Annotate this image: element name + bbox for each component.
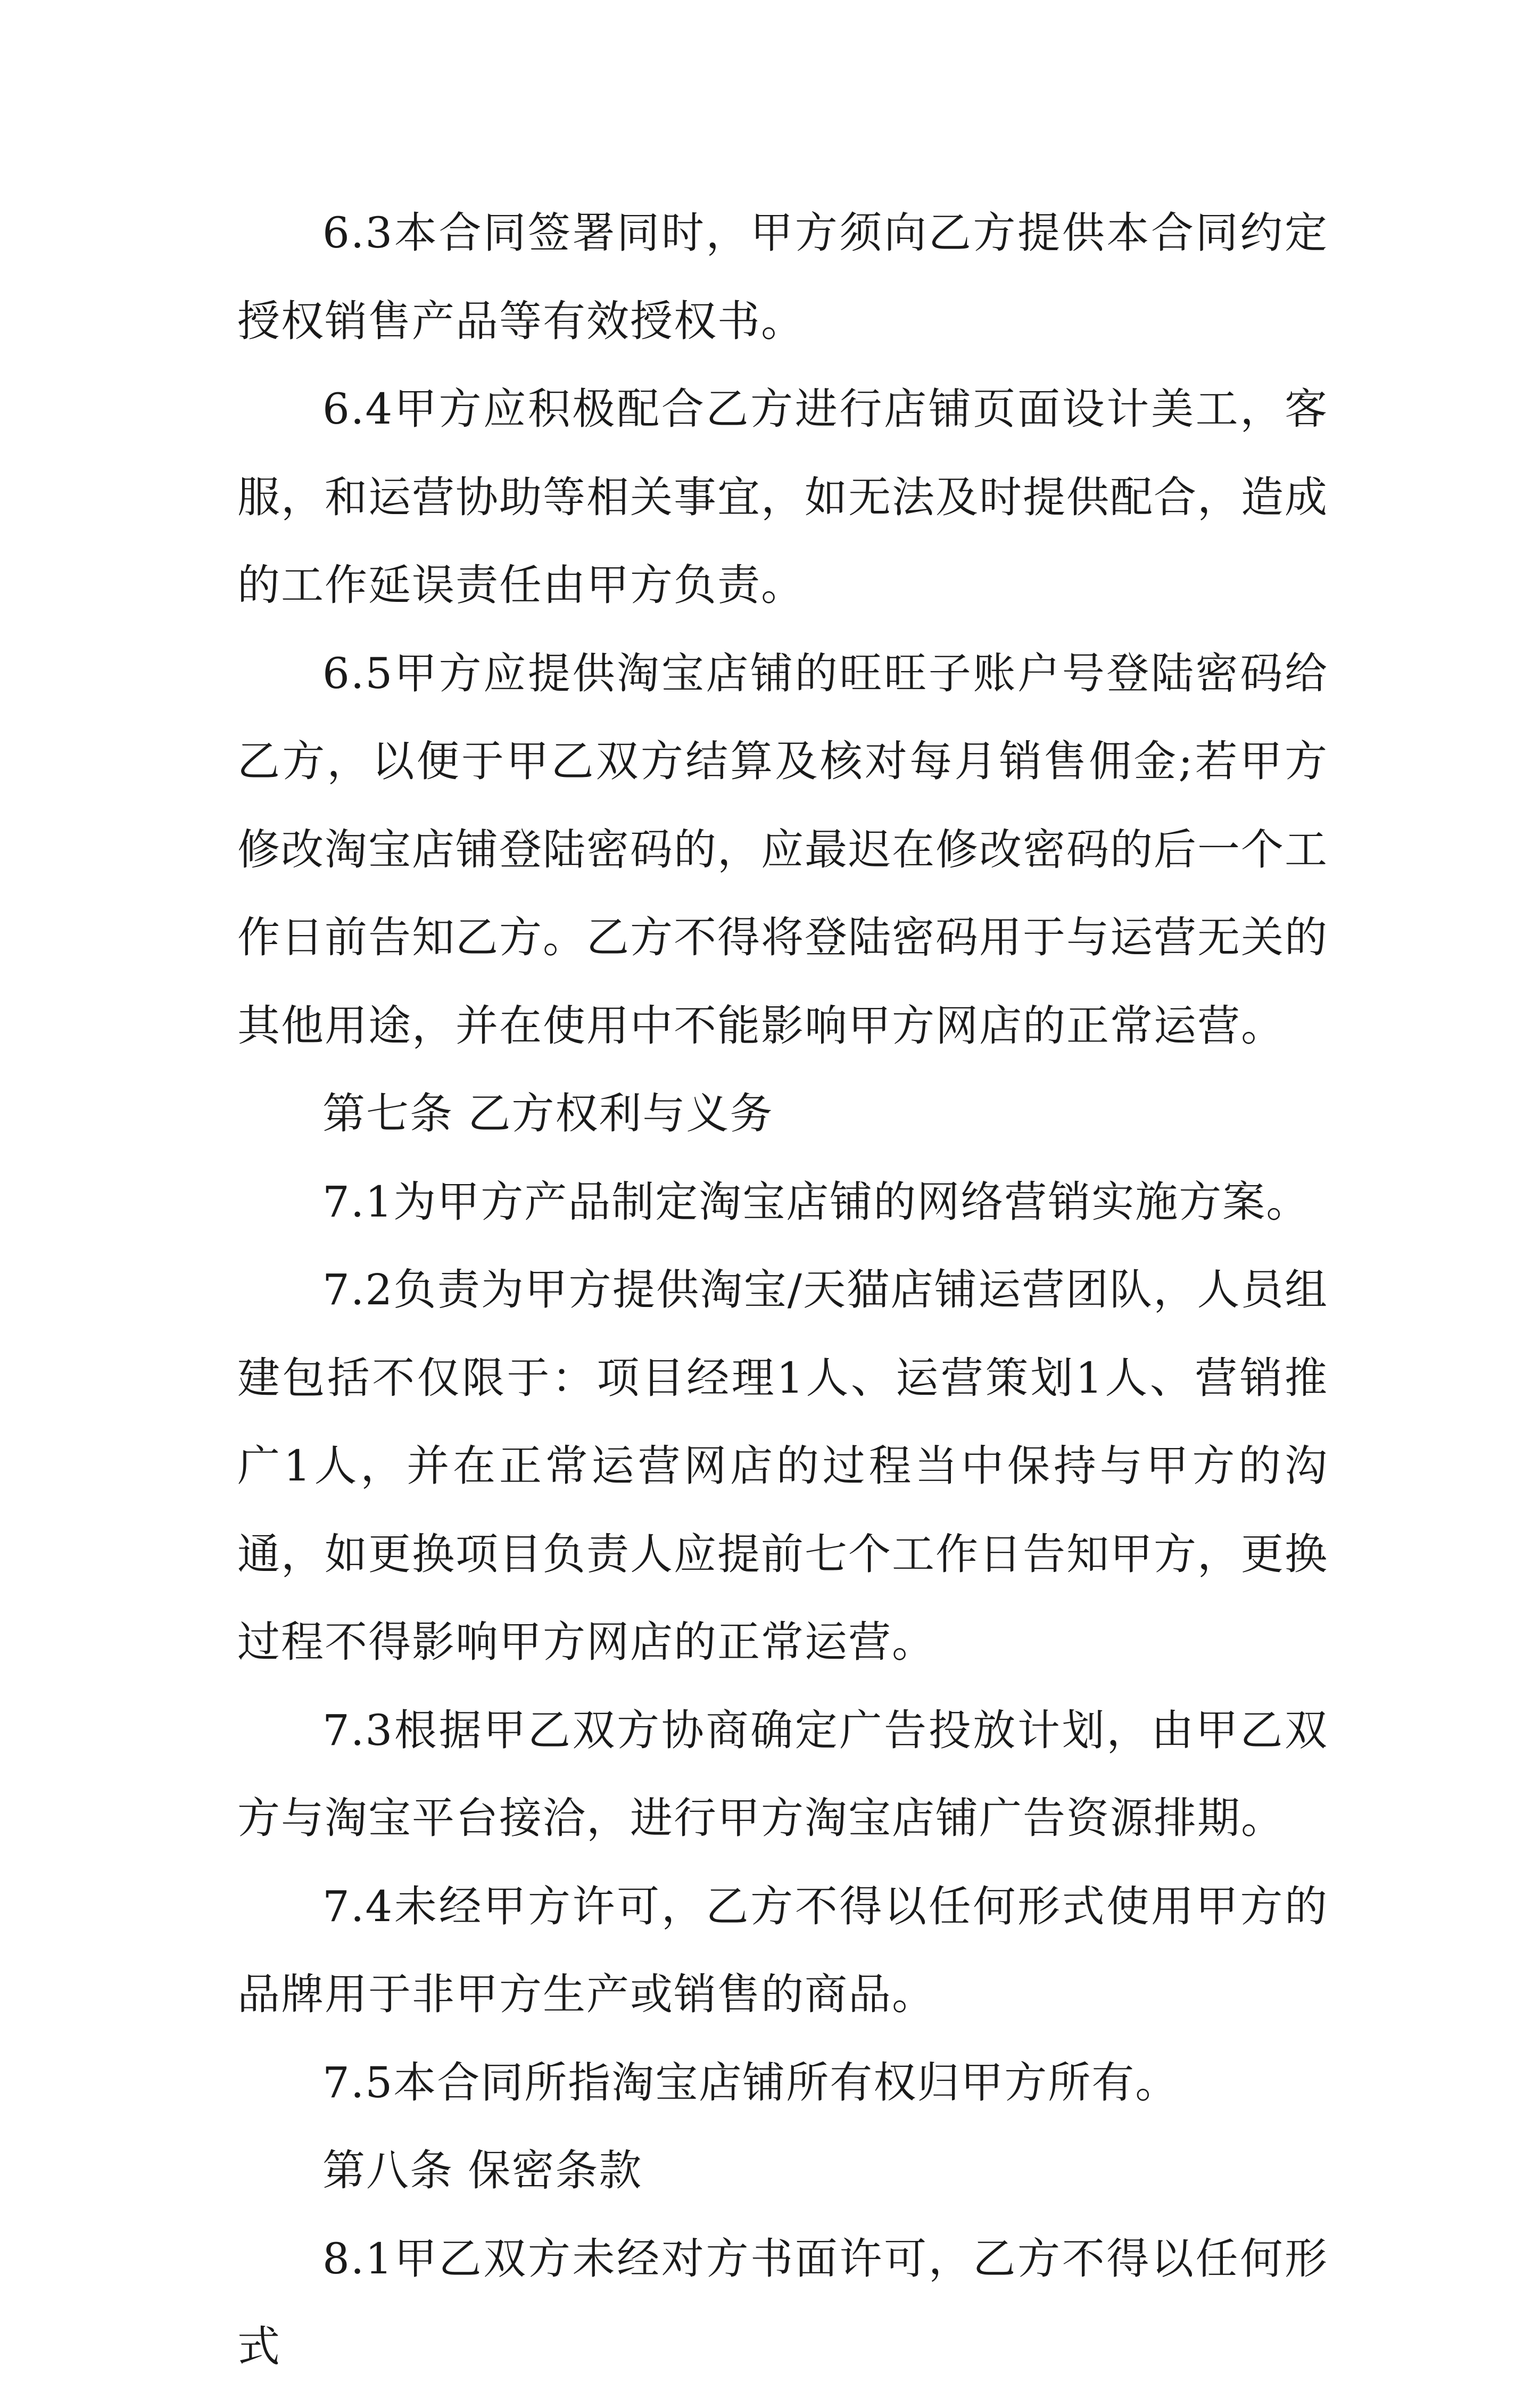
- document-body: [237, 189, 1328, 2391]
- clause-8-1: 8.1甲乙双方未经对方书面许可，乙方不得以任何形式: [237, 2233, 1328, 2371]
- clause-7-5: 7.5本合同所指淘宝店铺所有权归甲方所有。: [322, 2057, 1179, 2107]
- clause-6-4: 6.4甲方应积极配合乙方进行店铺页面设计美工，客服，和运营协助等相关事宜，如无法及时提供配合，造成的工作延误责任由甲方负责。: [237, 384, 1328, 610]
- clause-7-1: 7.1为甲方产品制定淘宝店铺的网络营销实施方案。: [322, 1177, 1310, 1227]
- clause-6-3: 6.3本合同签署同时，甲方须向乙方提供本合同约定授权销售产品等有效授权书。: [237, 208, 1328, 346]
- article-8-heading: 第八条 保密条款: [322, 2146, 643, 2195]
- article-7-heading: 第七条 乙方权利与义务: [322, 1089, 774, 1138]
- clause-6-5: 6.5甲方应提供淘宝店铺的旺旺子账户号登陆密码给乙方，以便于甲乙双方结算及核对每月销售佣金;若甲方修改淘宝店铺登陆密码的，应最迟在修改密码的后一个工作日前告知乙方。乙方不得将登陆密码用于与运营无关的其他用途，并在使用中不能影响甲方网店的正常运营。: [237, 648, 1328, 1050]
- clause-7-3: 7.3根据甲乙双方协商确定广告投放计划，由甲乙双方与淘宝平台接洽，进行甲方淘宝店铺广告资源排期。: [237, 1705, 1328, 1843]
- clause-7-4: 7.4未经甲方许可，乙方不得以任何形式使用甲方的品牌用于非甲方生产或销售的商品。: [237, 1881, 1328, 2019]
- clause-7-2: 7.2负责为甲方提供淘宝/天猫店铺运营团队，人员组建包括不仅限于：项目经理1人、运营策划1人、营销推广1人，并在正常运营网店的过程当中保持与甲方的沟通，如更换项目负责人应提前七个工作日告知甲方，更换过程不得影响甲方网店的正常运营。: [237, 1265, 1328, 1667]
